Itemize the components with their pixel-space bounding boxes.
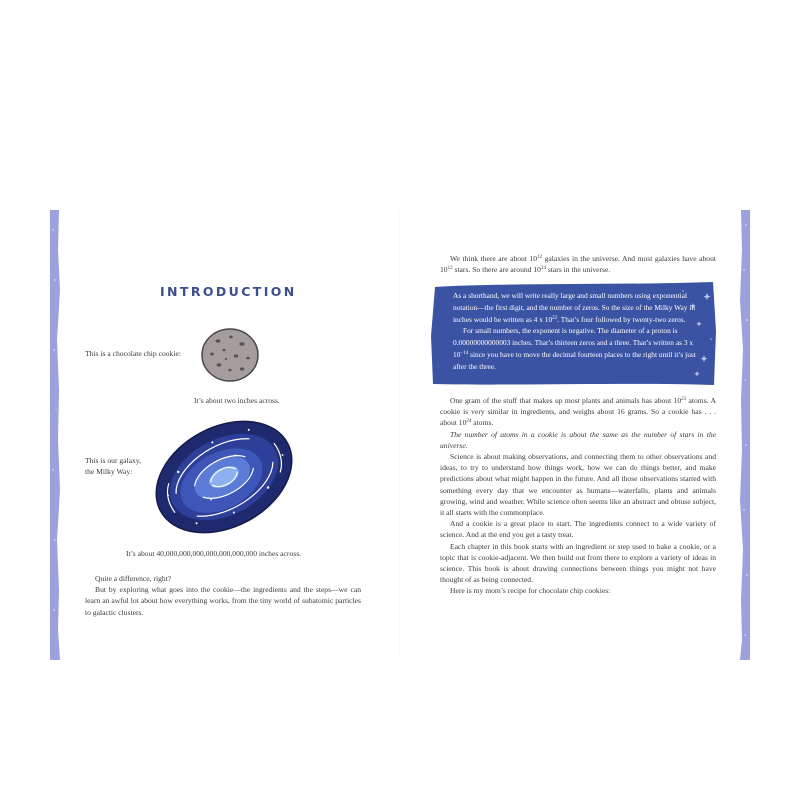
galaxy-caption-line1: This is our galaxy,: [85, 456, 142, 465]
italic-note: The number of atoms in a cookie is about the same as the number of stars in the universe.: [440, 429, 716, 450]
right-paragraph-3: Each chapter in this book starts with an ingredient or step used to bake a cookie, or a topic that is cookie-adjacent. We then build out from there to explore a variety of ideas in science. This book is about drawing connections between things you might not have thought of as being connected.: [440, 541, 716, 585]
exponent-sidebar-text: [453, 290, 705, 373]
right-intro-text: [440, 253, 716, 275]
right-paragraph-4: Here is my mom’s recipe for chocolate chip cookies:: [450, 586, 611, 596]
cookie-caption: This is a chocolate chip cookie:: [85, 349, 181, 358]
right-paragraph-2: And a cookie is a great place to start. The ingredients connect to a wide variety of science. And at the end you get a tasty treat.: [440, 519, 716, 540]
left-paragraph-2: But by exploring what goes into the cookie—the ingredients and the steps—we can learn an awful lot about how everything works, from the tiny world of subatomic particles to galactic clusters.: [85, 585, 361, 617]
right-page-edge: [738, 210, 750, 660]
galaxy-caption: [85, 455, 141, 477]
galaxy-caption-line2: the Milky Way:: [85, 467, 133, 476]
right-body-text: [440, 395, 716, 597]
left-paragraph-1: Quite a difference, right?: [95, 574, 172, 583]
right-paragraph-1: Science is about making observations, and connecting them to other observations and ideas, to try to understand how things work, how we can do things better, and make predictions about what might happen in the future. And all those observations started with something every day that we encounter as humans—waterfalls, plants and animals growing, wind and weather. While science often seems like an abstract and obtuse subject, it all starts with the commonplace.: [440, 452, 716, 518]
galaxies-stars-paragraph: We think there are about $10^{12}$ galaxies in the universe. And most galaxies have about $10^{12}$ stars. So there are around $10^{24}$ stars in the universe.: [440, 254, 716, 275]
chapter-title: INTRODUCTION: [160, 284, 297, 299]
galaxy-size-text: It’s about 40,000,000,000,000,000,000,000 inches across.: [126, 549, 302, 558]
box-paragraph-1: As a shorthand, we will write really large and small numbers using exponential notation—the first digit, and the number of zeros. So the size of the Milky Way in inches would be written as 4 x $10^{22}$. That’s four followed by twenty-two zeros.: [453, 291, 696, 324]
box-paragraph-2: For small numbers, the exponent is negative. The diameter of a proton is 0.00000000000003 inches. That’s thirteen zeros and a three. That’s written as 3 x $10^{-14}$ since you have to move the decimal fourteen places to the right until it’s just after the three.: [453, 326, 696, 371]
left-page-edge: [50, 210, 62, 660]
milky-way-illustration: [150, 415, 298, 540]
left-body-text: [85, 573, 361, 618]
cookie-illustration: [200, 327, 262, 383]
cookie-size-text: It’s about two inches across.: [194, 396, 280, 405]
atoms-paragraph: One gram of the stuff that makes up most plants and animals has about $10^{23}$ atoms. A cookie is very similar in ingredients, and weighs about 16 grams. So a cookie has . . . about $10^{24}$ atoms.: [440, 396, 716, 428]
gutter-shadow: [399, 210, 401, 660]
